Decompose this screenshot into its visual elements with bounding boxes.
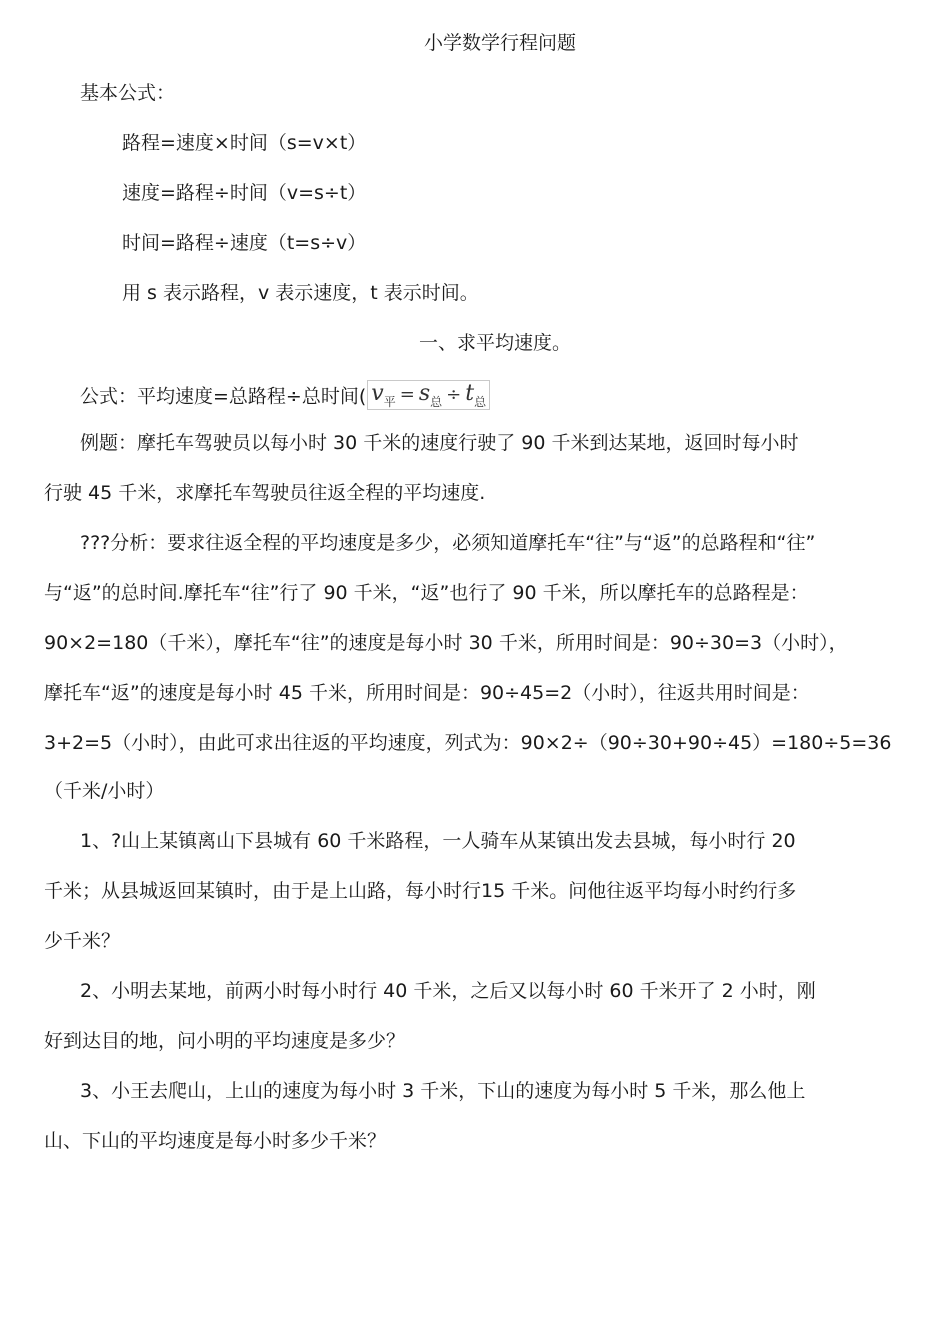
analysis-line-2: 与“返”的总时间.摩托车“往”行了 90 千米，“返”也行了 90 千米，所以摩托车的总路程是： [44,582,809,604]
problem-3-line-1: 3、小王去爬山，上山的速度为每小时 3 千米，下山的速度为每小时 5 千米，那么他上 [80,1080,806,1102]
problem-3-line-2: 山、下山的平均速度是每小时多少千米？ [44,1130,387,1152]
problem-1-line-3: 少千米？ [44,930,121,952]
formula-v: v [371,381,384,406]
section-heading: 一、求平均速度。 [418,332,571,354]
symbol-legend: 用 s 表示路程，v 表示速度，t 表示时间。 [122,282,479,304]
example-line-1: 例题：摩托车驾驶员以每小时 30 千米的速度行驶了 90 千米到达某地，返回时每小时 [80,432,799,454]
analysis-line-1: ???分析：要求往返全程的平均速度是多少，必须知道摩托车“往”与“返”的总路程和“往” [80,532,816,554]
average-speed-formula [80,382,490,412]
formula-s: s [418,381,431,406]
problem-1-line-2: 千米；从县城返回某镇时，由于是上山路，每小时行15 千米。问他往返平均每小时约行多 [44,880,797,902]
formula-speed: 速度=路程÷时间（v=s÷t） [122,182,367,204]
formula-t: t [465,381,475,406]
problem-2-line-1: 2、小明去某地，前两小时每小时行 40 千米，之后又以每小时 60 千米开了 2 小时，刚 [80,980,816,1002]
analysis-line-6: （千米/小时） [44,780,165,802]
formula-time: 时间=路程÷速度（t=s÷v） [122,232,367,254]
formula-t-sub: 总 [474,395,487,409]
page-title: 小学数学行程问题 [423,32,576,54]
problem-1-line-1: 1、?山上某镇离山下县城有 60 千米路程，一人骑车从某镇出发去县城，每小时行 20 [80,830,796,852]
basics-heading: 基本公式： [80,82,176,104]
example-line-2: 行驶 45 千米，求摩托车驾驶员往返全程的平均速度. [44,482,486,504]
formula-divide: ÷ [446,384,462,405]
formula-label: 公式：平均速度=总路程÷总时间( [80,385,367,408]
formula-equals: = [399,384,415,405]
analysis-line-3: 90×2=180（千米），摩托车“往”的速度是每小时 30 千米，所用时间是：90÷30=3（小时）， [44,632,848,654]
analysis-line-5: 3+2=5（小时），由此可求出往返的平均速度，列式为：90×2÷（90÷30+90÷45）=180÷5=36 [44,732,892,754]
analysis-line-4: 摩托车“返”的速度是每小时 45 千米，所用时间是：90÷45=2（小时），往返共用时间是： [44,682,810,704]
problem-2-line-2: 好到达目的地，问小明的平均速度是多少？ [44,1030,406,1052]
formula-s-sub: 总 [430,395,443,409]
formula-v-sub: 平 [383,395,396,409]
formula-distance: 路程=速度×时间（s=v×t） [122,132,367,154]
formula-image [367,380,490,410]
